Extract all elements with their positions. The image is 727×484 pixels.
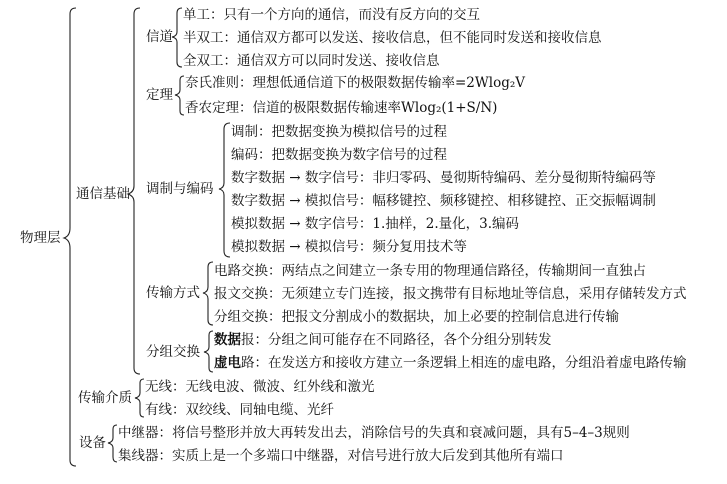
transmission-item: 分组交换：把报文分割成小的数据块，加上必要的控制信息进行传输 [214, 309, 619, 325]
modulation-item: 模拟数据 → 数字信号：1.抽样，2.量化，3.编码 [231, 216, 520, 232]
modulation-label: 调制与编码 [146, 181, 214, 197]
modulation-item: 数字数据 → 数字信号：非归零码、曼彻斯特编码、差分曼彻斯特编码等 [231, 170, 656, 186]
modulation-item: 编码：把数据变换为数字信号的过程 [231, 147, 447, 163]
datagram-term: 数据 [214, 332, 241, 348]
transmission-item: 电路交换：两结点之间建立一条专用的物理通信路径，传输期间一直独占 [214, 263, 646, 279]
vc-desc: 路：在发送方和接收方建立一条逻辑上相连的虚电路，分组沿着虚电路传输 [241, 355, 687, 371]
media-item: 无线：无线电波、微波、红外线和激光 [145, 379, 375, 395]
transmission-brace [203, 262, 213, 325]
root-label: 物理层 [20, 230, 61, 246]
devices-brace [108, 425, 117, 462]
packet-brace [204, 331, 213, 372]
basics-label: 通信基础 [76, 186, 130, 202]
transmission-label: 传输方式 [146, 285, 200, 301]
modulation-item: 调制：把数据变换为模拟信号的过程 [231, 124, 447, 140]
nyquist-theorem: 奈氏准则：理想低通信道下的极限数据传输率=2Wlog₂V [185, 75, 526, 91]
channel-item: 半双工：通信双方都可以发送、接收信息，但不能同时发送和接收信息 [183, 30, 602, 46]
channel-item: 单工：只有一个方向的通信，而没有反方向的交互 [183, 7, 480, 23]
media-item: 有线：双绞线、同轴电缆、光纤 [145, 402, 334, 418]
modulation-item: 数字数据 → 模拟信号：幅移键控、频移键控、相移键控、正交振幅调制 [231, 193, 656, 209]
modulation-item: 模拟数据 → 模拟信号：频分复用技术等 [231, 239, 467, 255]
device-item: 集线器：实质上是一个多端口中继器，对信号进行放大后发到其他所有端口 [118, 448, 564, 464]
devices-label: 设备 [79, 435, 106, 451]
packet-label: 分组交换 [146, 344, 200, 360]
theorem-label: 定理 [146, 87, 173, 103]
shannon-theorem: 香农定理：信道的极限数据传输速率Wlog₂(1+S/N) [185, 100, 498, 116]
device-item: 中继器：将信号整形并放大再转发出去，消除信号的失真和衰减问题，具有5–4–3规则 [118, 425, 630, 441]
root-brace [64, 8, 76, 466]
theorem-brace [175, 76, 184, 115]
media-label: 传输介质 [78, 390, 132, 406]
virtual-circuit-item [214, 354, 687, 372]
media-brace [135, 379, 144, 417]
datagram-desc: 报：分组之间可能存在不同路径，各个分组分别转发 [241, 332, 552, 348]
modulation-brace [219, 123, 230, 257]
channel-brace [172, 8, 182, 67]
channel-label: 信道 [146, 29, 173, 45]
channel-item: 全双工：通信双方可以同时发送、接收信息 [183, 53, 440, 69]
vc-term: 虚电 [214, 355, 241, 371]
transmission-item: 报文交换：无须建立专门连接，报文携带有目标地址等信息，采用存储转发方式 [214, 286, 687, 302]
datagram-item [214, 331, 552, 349]
